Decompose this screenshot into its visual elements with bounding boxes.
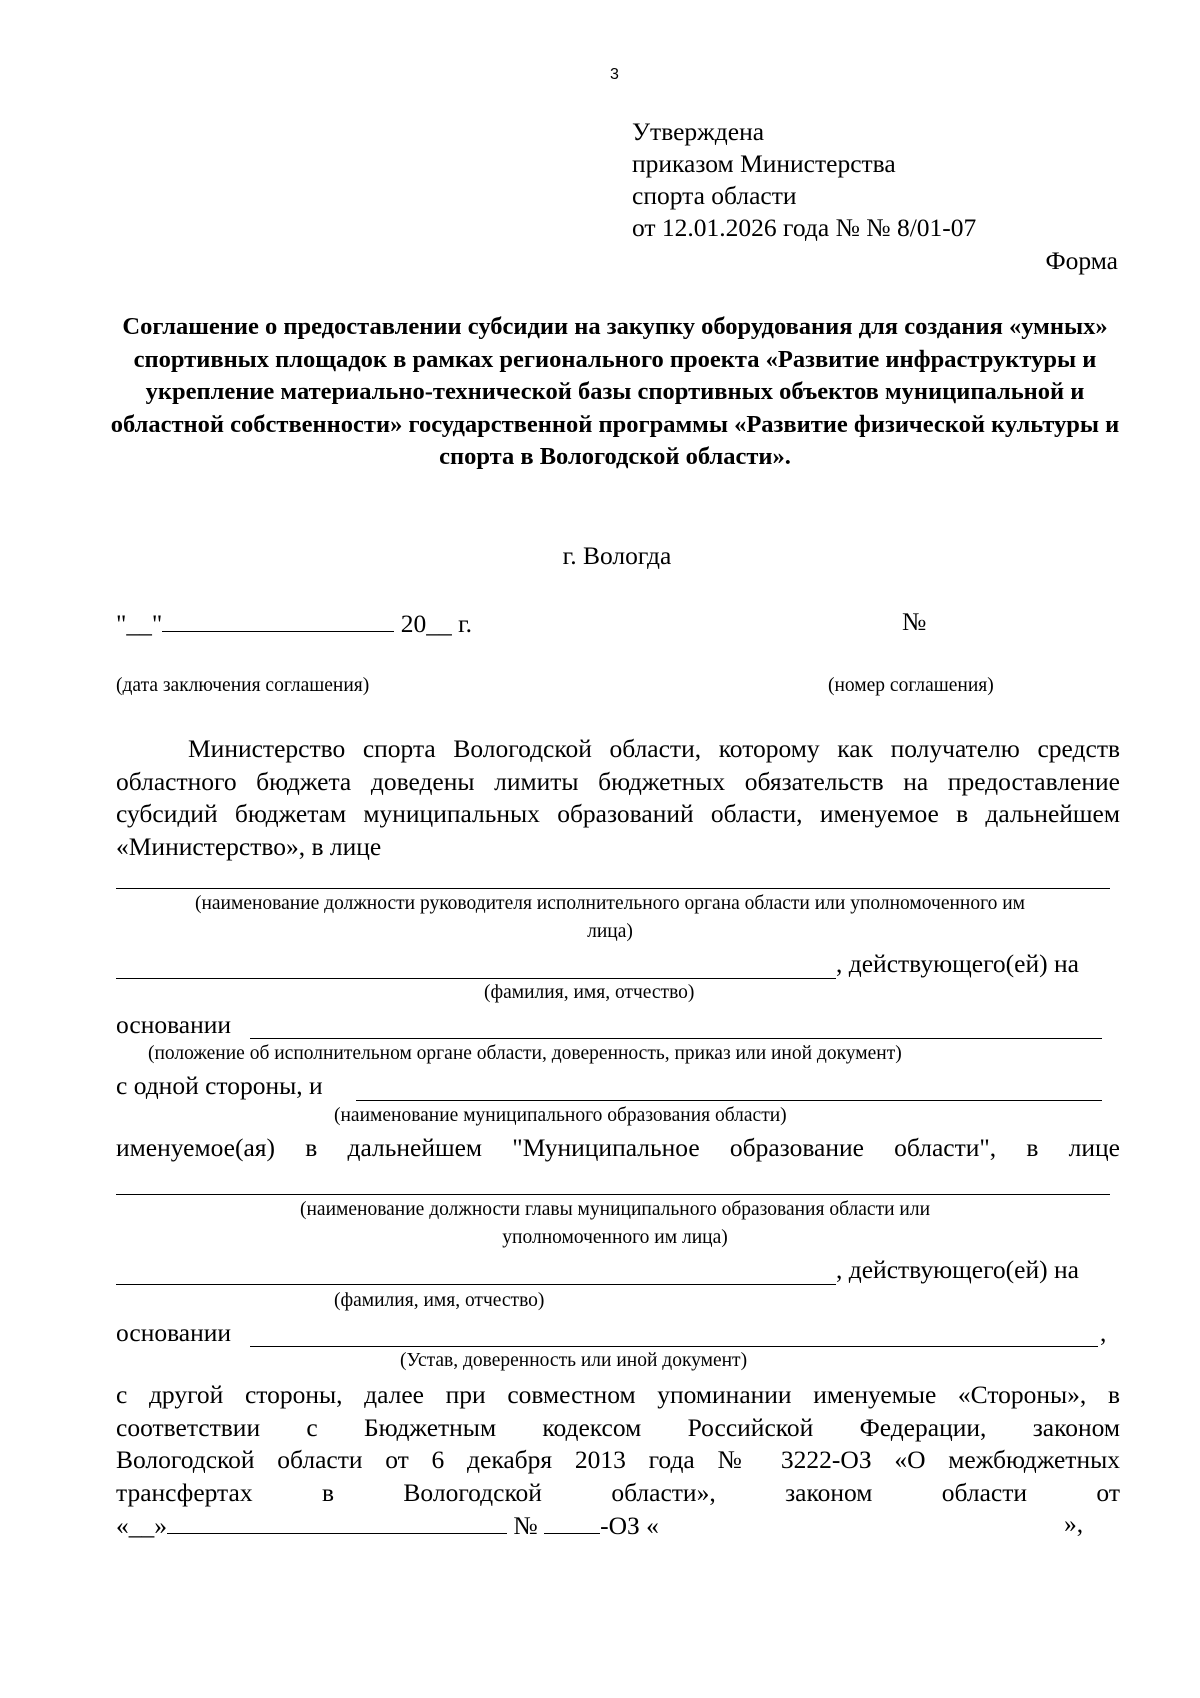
approval-line: от 12.01.2026 года № № 8/01-07 (632, 213, 977, 242)
agreement-number-sign: № (902, 607, 927, 636)
parties-line: с другой стороны, далее при совместном упоминании именуемые «Стороны», в (116, 1380, 1120, 1409)
basis-word-2: основании (116, 1318, 232, 1347)
caption-municipality: (наименование муниципального образования области) (334, 1105, 787, 1126)
approval-line: Утверждена (632, 117, 765, 146)
parties-paragraph (116, 1379, 1120, 1509)
law-oz: -ОЗ « (600, 1511, 659, 1540)
law-date-day: «__» (116, 1511, 167, 1540)
law-number-sign: № (513, 1511, 538, 1540)
form-label: Форма (1045, 246, 1118, 275)
law-date-blank (167, 1509, 507, 1534)
parties-line: трансфертах в Вологодской области», законом области от (116, 1477, 1120, 1507)
date-day: "__" (116, 609, 163, 638)
date-month-blank (162, 607, 394, 632)
caption-date: (дата заключения соглашения) (116, 675, 370, 696)
caption-fio2: (фамилия, имя, отчество) (334, 1290, 545, 1311)
document-title: Соглашение о предоставлении субсидии на закупку оборудования для создания «умных» спортивных площадок в рамках регионального проекта «Развитие инфраструктуры и укрепление материально-технической базы спортивных объектов муниципальной и областной собственности» государственной программы «Развитие физической культуры и спорта в Вологодской области». (110, 313, 1120, 470)
parties-line: соответствии с Бюджетным кодексом Российской Федерации, законом (116, 1412, 1120, 1442)
parties-line: Вологодской области от 6 декабря 2013 года № 3222-ОЗ «О межбюджетных (116, 1445, 1120, 1474)
date-year: 20__ г. (400, 609, 473, 638)
approval-line: приказом Министерства (632, 149, 896, 178)
approval-line: спорта области (632, 181, 797, 210)
blank-line-basis1 (250, 1038, 1102, 1039)
blank-line-fio2 (116, 1284, 836, 1285)
page-number: 3 (610, 66, 619, 83)
caption-basis1: (положение об исполнительном органе области, доверенность, приказ или иной документ) (148, 1043, 902, 1064)
caption-mun-head-position: (наименование должности главы муниципального образования области или уполномоченного им лица) (300, 1199, 930, 1248)
blank-line-mun-head-position (116, 1194, 1110, 1195)
intro-paragraph (116, 733, 1120, 863)
caption-head-position: (наименование должности руководителя исполнительного органа области или уполномоченного им лица) (194, 893, 1026, 942)
caption-number: (номер соглашения) (828, 675, 994, 696)
law-close-quote: », (1064, 1509, 1084, 1538)
caption-fio1: (фамилия, имя, отчество) (484, 982, 695, 1003)
named-municipal-text: именуемое(ая) в дальнейшем "Муниципальное образование области", в лице (116, 1133, 1120, 1162)
approval-block (632, 116, 976, 244)
intro-text: Министерство спорта Вологодской области, которому как получателю средств областного бюджета доведены лимиты бюджетных обязательств на предоставление субсидий бюджетам муниципальных образований области, именуемое в дальнейшем «Министерство», в лице (116, 734, 1120, 861)
date-line (116, 607, 472, 639)
basis-comma: , (1100, 1318, 1107, 1347)
named-municipal-line (116, 1133, 1120, 1163)
blank-line-municipality (356, 1100, 1102, 1101)
law-number-blank (544, 1509, 600, 1534)
acting-text-1: , действующего(ей) на (836, 949, 1079, 978)
basis-word-1: основании (116, 1010, 232, 1039)
blank-line-basis2 (250, 1346, 1098, 1347)
acting-text-2: , действующего(ей) на (836, 1255, 1079, 1284)
law-reference-line (116, 1509, 659, 1541)
one-side-text: с одной стороны, и (116, 1071, 323, 1100)
city: г. Вологда (562, 541, 672, 570)
caption-basis2: (Устав, доверенность или иной документ) (400, 1350, 748, 1371)
blank-line-fio1 (116, 978, 836, 979)
blank-line-head-position (116, 888, 1110, 889)
